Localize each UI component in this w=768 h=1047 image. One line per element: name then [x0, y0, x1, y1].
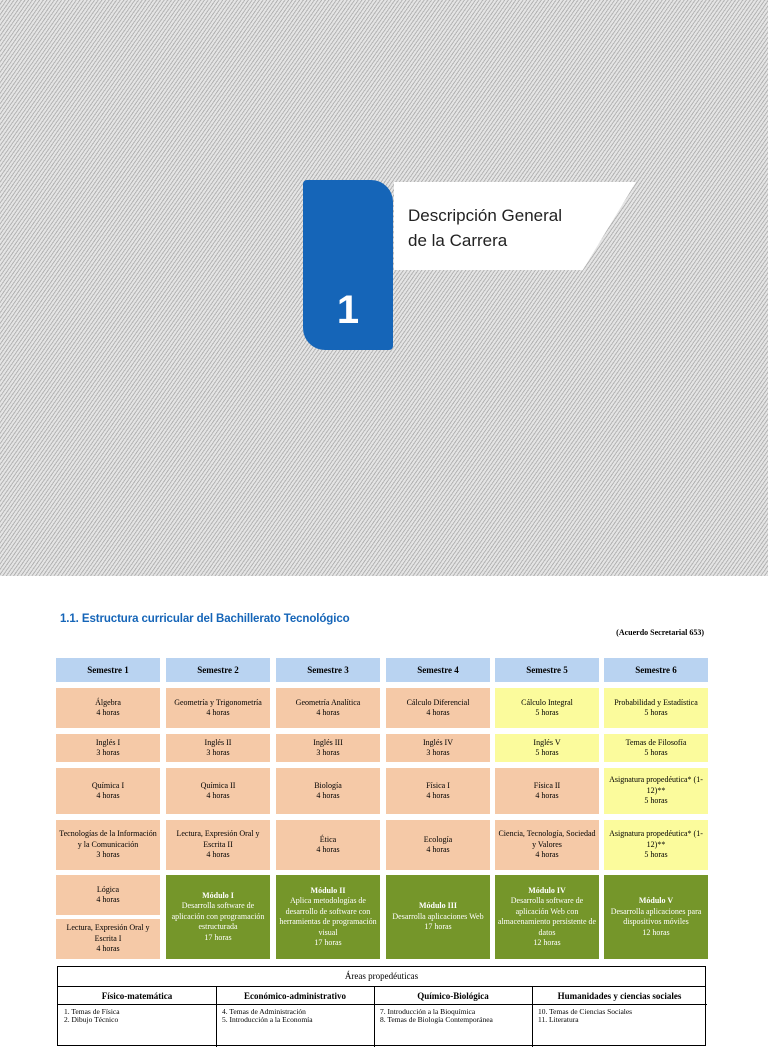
subject-hours: 4 horas — [535, 791, 559, 800]
subject-name: Inglés III — [313, 737, 343, 747]
agreement-note: (Acuerdo Secretarial 653) — [616, 628, 704, 637]
subject-cell — [56, 919, 160, 959]
area-subject: 8. Temas de Biología Contemporánea — [380, 1015, 493, 1024]
area-column-divider — [216, 987, 217, 1047]
subject-cell — [495, 820, 599, 870]
subject-hours: 4 horas — [96, 895, 120, 904]
subject-name: Química II — [200, 780, 236, 790]
subject-hours: 3 horas — [316, 748, 340, 757]
subject-hours: 4 horas — [206, 791, 230, 800]
subject-name: Biología — [314, 780, 342, 790]
subject-name: Lógica — [96, 884, 120, 894]
subject-name: Asignatura propedéutica* (1-12)** — [609, 775, 703, 795]
subject-name: Cálculo Diferencial — [406, 697, 470, 707]
subject-cell — [166, 820, 270, 870]
subject-cell — [386, 768, 490, 814]
module-description: Desarrolla software de aplicación Web con almacenamiento persistente de datos — [497, 896, 597, 937]
subject-cell — [604, 734, 708, 762]
subject-hours: 3 horas — [96, 850, 120, 860]
subject-hours: 4 horas — [96, 708, 120, 717]
subject-cell — [276, 768, 380, 814]
area-subject: 1. Temas de Física — [64, 1007, 120, 1016]
module-title: Módulo III — [418, 901, 457, 911]
module-cell — [166, 875, 270, 959]
semester-header: Semestre 1 — [56, 658, 160, 682]
subject-name: Álgebra — [95, 697, 121, 707]
module-title: Módulo I — [202, 890, 234, 900]
area-header: Económico-administrativo — [216, 987, 374, 1005]
area-subject: 4. Temas de Administración — [222, 1007, 306, 1016]
subject-cell — [386, 688, 490, 728]
subject-cell — [386, 734, 490, 762]
area-subject: 10. Temas de Ciencias Sociales — [538, 1007, 633, 1016]
module-hours: 17 horas — [424, 922, 452, 932]
subject-hours: 5 horas — [644, 748, 668, 757]
subject-cell — [604, 820, 708, 870]
subject-name: Inglés II — [204, 737, 232, 747]
module-hours: 17 horas — [314, 938, 342, 947]
subject-cell — [495, 688, 599, 728]
subject-name: Química I — [91, 780, 125, 790]
subject-hours: 4 horas — [316, 708, 340, 717]
subject-name: Física II — [533, 780, 561, 790]
area-header: Físico-matemática — [58, 987, 216, 1005]
area-header: Humanidades y ciencias sociales — [532, 987, 707, 1005]
module-description: Desarrolla software de aplicación con programación estructurada — [171, 901, 265, 932]
module-description: Desarrolla aplicaciones Web — [392, 911, 484, 921]
subject-name: Lectura, Expresión Oral y Escrita I — [66, 923, 150, 943]
module-title: Módulo II — [310, 885, 346, 895]
subject-hours: 4 horas — [426, 845, 450, 854]
module-hours: 17 horas — [204, 932, 232, 942]
subject-cell — [495, 768, 599, 814]
subject-name: Inglés I — [95, 737, 121, 747]
area-column-divider — [374, 987, 375, 1047]
subject-name: Geometría y Trigonometría — [174, 697, 262, 707]
subject-hours: 4 horas — [316, 791, 340, 800]
subject-hours: 4 horas — [206, 850, 230, 860]
subject-name: Asignatura propedéutica* (1-12)** — [609, 829, 703, 849]
area-subject: 2. Dibujo Técnico — [64, 1015, 119, 1024]
subject-cell — [56, 734, 160, 762]
area-subject: 11. Literatura — [538, 1015, 579, 1024]
subject-name: Inglés IV — [423, 737, 453, 747]
subject-cell — [604, 688, 708, 728]
subject-cell — [495, 734, 599, 762]
chapter-title — [408, 203, 562, 253]
subject-cell — [166, 688, 270, 728]
subject-name: Ecología — [423, 834, 453, 844]
subject-name: Temas de Filosofía — [625, 737, 687, 747]
subject-hours: 4 horas — [316, 845, 340, 854]
subject-hours: 3 horas — [426, 748, 450, 757]
subject-name: Ciencia, Tecnología, Sociedad y Valores — [498, 829, 596, 849]
subject-cell — [276, 688, 380, 728]
chapter-title-line1: Descripción General — [408, 206, 563, 225]
subject-hours: 5 horas — [644, 850, 668, 860]
subject-hours: 3 horas — [206, 748, 230, 757]
subject-hours: 5 horas — [535, 748, 559, 757]
propedeutic-areas-table — [57, 966, 706, 1046]
subject-hours: 4 horas — [535, 850, 559, 860]
module-title: Módulo V — [638, 896, 674, 905]
subject-cell — [166, 734, 270, 762]
chapter-number: 1 — [336, 288, 360, 332]
subject-hours: 5 horas — [644, 796, 668, 806]
module-cell — [386, 875, 490, 959]
subject-hours: 4 horas — [96, 791, 120, 800]
subject-cell — [386, 820, 490, 870]
subject-name: Lectura, Expresión Oral y Escrita II — [176, 829, 260, 849]
module-hours: 12 horas — [642, 927, 670, 937]
subject-cell — [166, 768, 270, 814]
module-cell — [495, 875, 599, 959]
module-cell — [276, 875, 380, 959]
area-subject: 7. Introducción a la Bioquímica — [380, 1007, 476, 1016]
subject-name: Física I — [426, 780, 450, 790]
subject-name: Cálculo Integral — [521, 697, 573, 707]
chapter-title-line2: de la Carrera — [408, 231, 508, 250]
subject-hours: 5 horas — [535, 708, 559, 717]
subject-cell — [56, 820, 160, 870]
area-column-divider — [532, 987, 533, 1047]
subject-cell — [56, 768, 160, 814]
module-hours: 12 horas — [533, 938, 561, 947]
subject-name: Probabilidad y Estadística — [614, 697, 698, 707]
module-description: Aplica metodologías de desarrollo de software con herramientas de programación visual — [279, 896, 377, 937]
semester-header: Semestre 4 — [386, 658, 490, 682]
subject-name: Tecnologías de la Información y la Comunicación — [59, 829, 157, 849]
subject-cell — [276, 820, 380, 870]
subject-cell — [276, 734, 380, 762]
subject-name: Ética — [319, 834, 337, 844]
semester-header: Semestre 6 — [604, 658, 708, 682]
subject-name: Inglés V — [533, 737, 561, 747]
semester-header: Semestre 5 — [495, 658, 599, 682]
subject-cell — [56, 688, 160, 728]
section-title: 1.1. Estructura curricular del Bachillerato Tecnológico — [60, 613, 350, 625]
subject-cell — [56, 875, 160, 915]
subject-hours: 4 horas — [206, 708, 230, 717]
module-title: Módulo IV — [528, 885, 566, 895]
subject-hours: 4 horas — [426, 791, 450, 800]
semester-header: Semestre 2 — [166, 658, 270, 682]
subject-name: Geometría Analítica — [295, 697, 361, 707]
subject-hours: 4 horas — [426, 708, 450, 717]
subject-hours: 5 horas — [644, 708, 668, 717]
semester-header: Semestre 3 — [276, 658, 380, 682]
subject-hours: 4 horas — [96, 944, 120, 954]
module-description: Desarrolla aplicaciones para dispositivos móviles — [610, 906, 702, 926]
subject-hours: 3 horas — [96, 748, 120, 757]
area-subject: 5. Introducción a la Economía — [222, 1015, 313, 1024]
areas-title: Áreas propedéuticas — [58, 967, 705, 987]
module-cell — [604, 875, 708, 959]
area-header: Químico-Biológica — [374, 987, 532, 1005]
subject-cell — [604, 768, 708, 814]
